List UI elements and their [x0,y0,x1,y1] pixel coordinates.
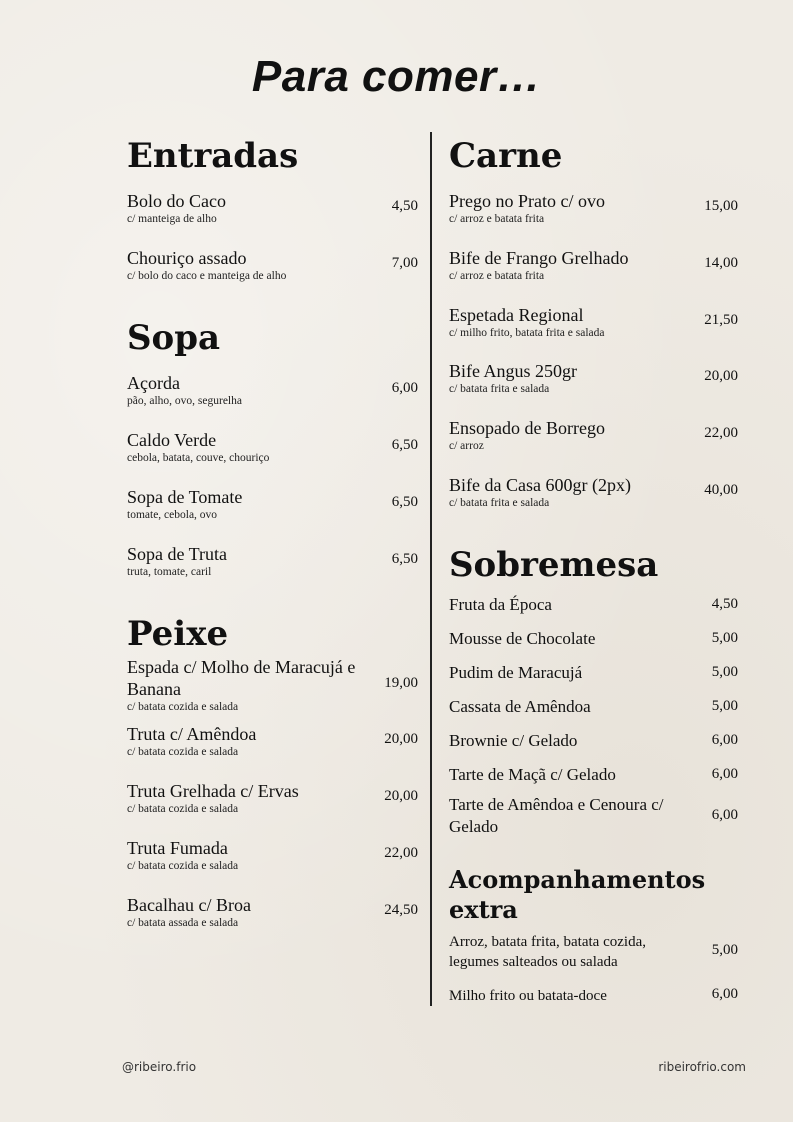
item-name: Tarte de Maçã c/ Gelado [449,765,616,784]
section-heading-entradas: Entradas [127,136,299,176]
menu-item [127,486,418,522]
menu-item [449,247,738,283]
item-description: c/ batata cozida e salada [127,860,239,872]
item-price: 20,00 [384,788,418,804]
item-description: c/ batata cozida e salada [127,746,239,758]
menu-item [127,543,418,579]
item-description: c/ milho frito, batata frita e salada [449,327,605,339]
menu-item [449,190,738,226]
item-description: c/ arroz e batata frita [449,213,545,225]
item-description: c/ batata frita e salada [449,383,550,395]
item-description: c/ manteiga de alho [127,213,217,225]
item-name: Prego no Prato c/ ovo [449,191,605,211]
menu-item [127,372,418,408]
menu-item [127,837,418,873]
menu-item [127,723,418,759]
menu-item [449,794,738,838]
menu-item [449,360,738,396]
item-description: pão, alho, ovo, segurelha [127,395,242,407]
section-heading-sopa: Sopa [127,318,221,358]
item-description: c/ batata cozida e salada [127,803,239,815]
item-price: 6,00 [391,380,418,396]
item-name: Bife de Frango Grelhado [449,248,629,268]
menu-item [449,986,738,1006]
item-name: Pudim de Maracujá [449,663,583,682]
section-heading-peixe: Peixe [127,614,229,654]
menu-item [449,304,738,340]
item-price: 19,00 [384,675,418,691]
item-price: 5,00 [711,942,738,958]
menu-item [127,247,418,283]
item-name: Ensopado de Borrego [449,418,605,438]
column-divider [430,132,432,1006]
item-name: Truta Fumada [127,838,228,858]
item-price: 21,50 [704,312,738,328]
item-name: Sopa de Truta [127,544,228,564]
item-description: c/ batata assada e salada [127,917,239,929]
item-name: Chouriço assado [127,248,247,268]
item-name: Brownie c/ Gelado [449,731,578,750]
menu-item [127,656,418,714]
item-price: 40,00 [704,482,738,498]
item-name: Truta c/ Amêndoa [127,724,257,744]
menu-item [449,662,738,684]
item-price: 14,00 [704,255,738,271]
item-price: 6,50 [391,551,418,567]
footer-website: ribeirofrio.com [658,1060,746,1074]
item-name: Sopa de Tomate [127,487,243,507]
item-name: Espada c/ Molho de Maracujá e Banana [127,657,356,699]
item-name: Truta Grelhada c/ Ervas [127,781,299,801]
item-name: Caldo Verde [127,430,217,450]
item-price: 6,50 [391,437,418,453]
menu-item [127,429,418,465]
item-name: Bife Angus 250gr [449,361,577,381]
item-price: 5,00 [711,630,738,646]
menu-item [449,594,738,616]
item-name: Mousse de Chocolate [449,629,596,648]
item-price: 6,00 [711,986,738,1002]
menu-item [449,764,738,786]
menu-item [449,417,738,453]
item-price: 15,00 [704,198,738,214]
section-heading-carne: Carne [449,136,563,176]
item-price: 6,00 [711,732,738,748]
item-price: 6,50 [391,494,418,510]
section-heading-sobremesa: Sobremesa [449,545,659,585]
menu-item [449,932,738,972]
item-description: c/ batata cozida e salada [127,701,239,713]
item-name: Tarte de Amêndoa e Cenoura c/ Gelado [449,795,664,836]
item-price: 4,50 [711,596,738,612]
item-price: 22,00 [384,845,418,861]
item-price: 20,00 [704,368,738,384]
item-description: cebola, batata, couve, chouriço [127,452,270,464]
item-description: c/ bolo do caco e manteiga de alho [127,270,287,282]
item-price: 5,00 [711,698,738,714]
item-name: Bacalhau c/ Broa [127,895,251,915]
menu-item [127,780,418,816]
item-price: 4,50 [391,198,418,214]
item-name: Arroz, batata frita, batata cozida, legumes salteados ou salada [449,934,646,970]
item-description: c/ arroz [449,440,484,452]
item-description: c/ batata frita e salada [449,497,550,509]
item-price: 24,50 [384,902,418,918]
item-name: Bolo do Caco [127,191,226,211]
item-price: 6,00 [711,807,738,823]
item-price: 22,00 [704,425,738,441]
item-name: Fruta da Época [449,595,552,614]
item-name: Bife da Casa 600gr (2px) [449,475,631,495]
item-description: truta, tomate, caril [127,566,212,578]
item-name: Açorda [127,373,180,393]
item-price: 7,00 [391,255,418,271]
item-description: c/ arroz e batata frita [449,270,545,282]
menu-item [127,894,418,930]
item-name: Espetada Regional [449,305,584,325]
page-title: Para comer… [251,52,542,101]
item-price: 6,00 [711,766,738,782]
item-name: Milho frito ou batata-doce [449,988,607,1004]
menu-item [449,730,738,752]
item-price: 5,00 [711,664,738,680]
item-name: Cassata de Amêndoa [449,697,591,716]
item-description: tomate, cebola, ovo [127,509,218,521]
section-heading-acompanhamentos: Acompanhamentos extra [449,865,706,924]
footer-instagram-handle: @ribeiro.frio [122,1060,197,1074]
menu-item [449,474,738,510]
item-price: 20,00 [384,731,418,747]
menu-item [449,628,738,650]
menu-item [449,696,738,718]
menu-item [127,190,418,226]
